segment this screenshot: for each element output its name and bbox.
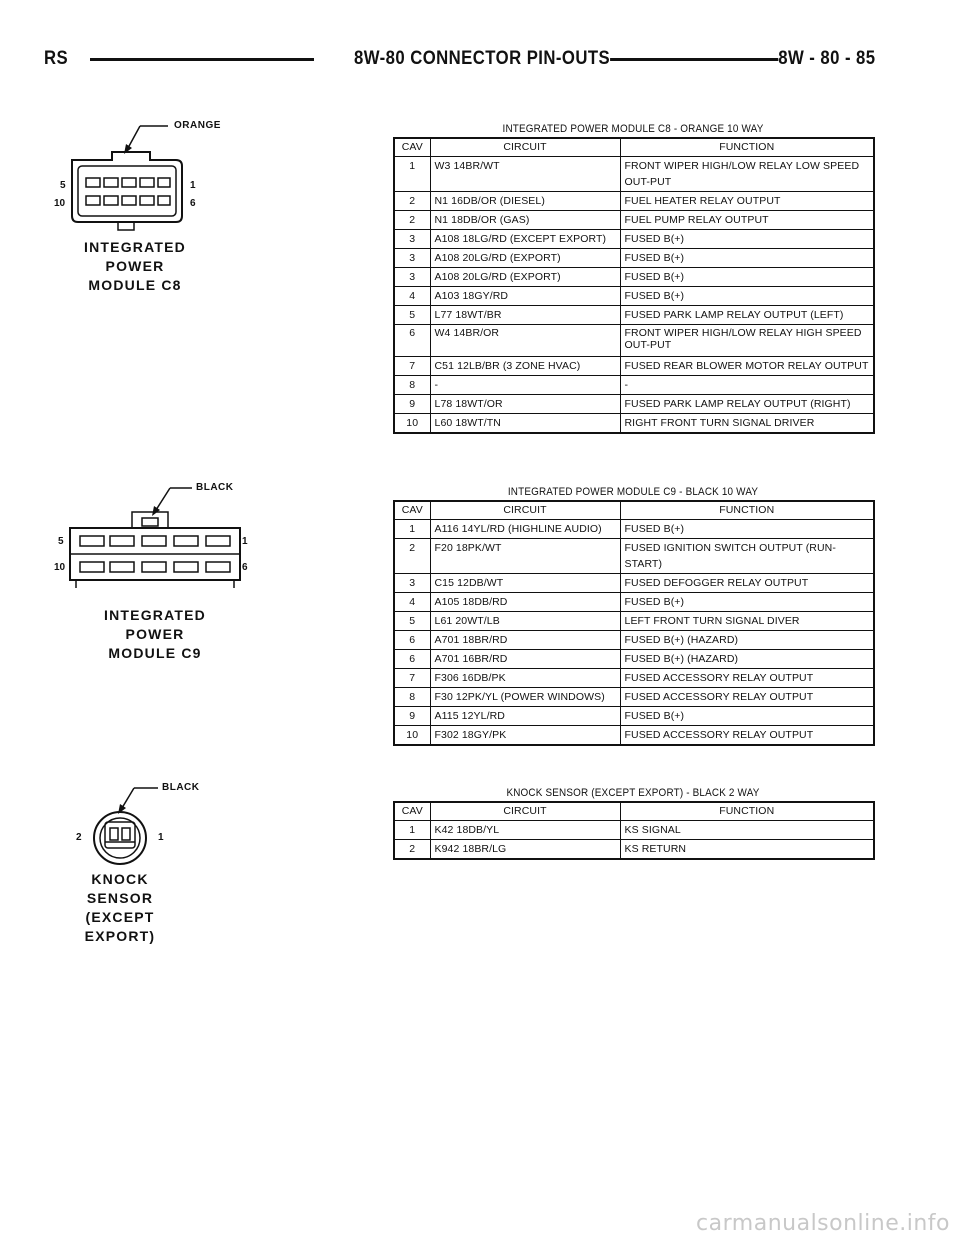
cell-function: FUSED B(+) — [620, 520, 874, 539]
table-title: INTEGRATED POWER MODULE C9 - BLACK 10 WAY — [507, 486, 759, 498]
table-row — [394, 230, 874, 249]
cell-circuit: C15 12DB/WT — [430, 574, 620, 593]
column-header-circuit: CIRCUIT — [430, 138, 620, 157]
cell-circuit: A108 20LG/RD (EXPORT) — [430, 268, 620, 287]
cell-function: FUSED B(+) — [620, 593, 874, 612]
column-header-cav: CAV — [394, 802, 430, 821]
connector-c8-pin-5: 5 — [60, 180, 66, 191]
table-row — [394, 821, 874, 840]
cell-circuit: F306 16DB/PK — [430, 669, 620, 688]
table-row — [394, 192, 874, 211]
cell-cav: 9 — [394, 707, 430, 726]
cell-cav: 3 — [394, 574, 430, 593]
column-header-cav: CAV — [394, 138, 430, 157]
connector-c9-label — [70, 606, 240, 663]
cell-circuit: A108 20LG/RD (EXPORT) — [430, 249, 620, 268]
knock-sensor-color: BLACK — [162, 782, 200, 793]
cell-function: FUSED ACCESSORY RELAY OUTPUT — [620, 726, 874, 746]
cell-cav: 3 — [394, 249, 430, 268]
connector-c9-pin-10: 10 — [54, 562, 66, 573]
column-header-circuit: CIRCUIT — [430, 802, 620, 821]
knock-sensor-drawing — [50, 780, 230, 944]
knock-sensor-pin-1: 1 — [158, 832, 164, 843]
cell-function: - — [620, 376, 874, 395]
connector-c8-label-line: INTEGRATED — [84, 239, 186, 255]
connector-c8-color: ORANGE — [174, 120, 221, 131]
header-page-number: 8W - 80 - 85 — [779, 44, 876, 74]
cell-function: LEFT FRONT TURN SIGNAL DIVER — [620, 612, 874, 631]
cell-circuit: A108 18LG/RD (EXCEPT EXPORT) — [430, 230, 620, 249]
cell-circuit: A115 12YL/RD — [430, 707, 620, 726]
cell-function: FUSED B(+) — [620, 230, 874, 249]
cell-cav: 4 — [394, 593, 430, 612]
knock-sensor-label — [50, 870, 190, 946]
connector-c8-pin-1: 1 — [190, 180, 196, 191]
table-row — [394, 650, 874, 669]
cell-circuit: W4 14BR/OR — [430, 325, 620, 357]
table-row — [394, 306, 874, 325]
connector-c8-pin-6: 6 — [190, 198, 196, 209]
column-header-function: FUNCTION — [620, 501, 874, 520]
connector-c8-pin-10: 10 — [54, 198, 66, 209]
cell-circuit: L77 18WT/BR — [430, 306, 620, 325]
table-row — [394, 395, 874, 414]
cell-cav: 3 — [394, 268, 430, 287]
connector-c8-label — [50, 238, 220, 295]
table-row — [394, 249, 874, 268]
table-row — [394, 376, 874, 395]
cell-circuit: A701 16BR/RD — [430, 650, 620, 669]
table-row — [394, 157, 874, 192]
cell-circuit: L78 18WT/OR — [430, 395, 620, 414]
cell-cav: 8 — [394, 688, 430, 707]
cell-function: KS SIGNAL — [620, 821, 874, 840]
knock-sensor-label-line: (EXCEPT EXPORT) — [84, 909, 156, 944]
connector-c9-pin-6: 6 — [242, 562, 248, 573]
cell-circuit: F20 18PK/WT — [430, 539, 620, 574]
connector-c9-label-line: INTEGRATED — [104, 607, 206, 623]
knock-sensor-label-line: SENSOR — [86, 890, 154, 906]
connector-c8-label-line: POWER — [105, 258, 165, 274]
cell-cav: 5 — [394, 612, 430, 631]
cell-function: FUSED B(+) — [620, 249, 874, 268]
table-row — [394, 287, 874, 306]
table-row — [394, 631, 874, 650]
cell-function: FUEL HEATER RELAY OUTPUT — [620, 192, 874, 211]
table-row — [394, 211, 874, 230]
cell-function: FUSED ACCESSORY RELAY OUTPUT — [620, 688, 874, 707]
connector-c9-label-line: POWER — [125, 626, 185, 642]
pinout-grid — [393, 137, 875, 434]
cell-cav: 3 — [394, 230, 430, 249]
table-row — [394, 414, 874, 434]
cell-function: KS RETURN — [620, 840, 874, 860]
table-row — [394, 707, 874, 726]
table-row — [394, 325, 874, 357]
header-section-code: RS — [44, 44, 68, 74]
pinout-table-c8 — [393, 123, 873, 434]
cell-circuit: A105 18DB/RD — [430, 593, 620, 612]
cell-circuit: N1 18DB/OR (GAS) — [430, 211, 620, 230]
cell-cav: 9 — [394, 395, 430, 414]
table-row — [394, 669, 874, 688]
cell-cav: 2 — [394, 192, 430, 211]
cell-cav: 1 — [394, 157, 430, 192]
connector-c9-color: BLACK — [196, 482, 234, 493]
cell-cav: 7 — [394, 357, 430, 376]
column-header-cav: CAV — [394, 501, 430, 520]
cell-cav: 1 — [394, 520, 430, 539]
connector-c9-label-line: MODULE C9 — [108, 645, 202, 661]
cell-function: FRONT WIPER HIGH/LOW RELAY HIGH SPEED OUT-PUT — [620, 325, 874, 357]
cell-function: FUSED B(+) — [620, 268, 874, 287]
column-header-circuit: CIRCUIT — [430, 501, 620, 520]
cell-function: FUSED REAR BLOWER MOTOR RELAY OUTPUT — [620, 357, 874, 376]
connector-c8-drawing — [50, 118, 230, 298]
knock-sensor-icon — [50, 780, 230, 870]
cell-circuit: L61 20WT/LB — [430, 612, 620, 631]
cell-circuit: A116 14YL/RD (HIGHLINE AUDIO) — [430, 520, 620, 539]
cell-circuit: F302 18GY/PK — [430, 726, 620, 746]
cell-function: FUSED PARK LAMP RELAY OUTPUT (RIGHT) — [620, 395, 874, 414]
cell-cav: 6 — [394, 631, 430, 650]
cell-function: FUSED DEFOGGER RELAY OUTPUT — [620, 574, 874, 593]
knock-sensor-label-line: KNOCK — [91, 871, 149, 887]
cell-cav: 5 — [394, 306, 430, 325]
cell-circuit: F30 12PK/YL (POWER WINDOWS) — [430, 688, 620, 707]
cell-cav: 6 — [394, 325, 430, 357]
cell-function: FUSED B(+) (HAZARD) — [620, 650, 874, 669]
connector-c9-icon — [50, 480, 260, 590]
column-header-function: FUNCTION — [620, 138, 874, 157]
connector-c9-pin-5: 5 — [58, 536, 64, 547]
cell-circuit: K942 18BR/LG — [430, 840, 620, 860]
cell-cav: 1 — [394, 821, 430, 840]
cell-circuit: C51 12LB/BR (3 ZONE HVAC) — [430, 357, 620, 376]
cell-circuit: - — [430, 376, 620, 395]
cell-cav: 2 — [394, 539, 430, 574]
table-row — [394, 357, 874, 376]
cell-function: FUSED B(+) — [620, 707, 874, 726]
connector-c8-label-line: MODULE C8 — [88, 277, 182, 293]
page-header — [44, 44, 876, 74]
header-title: 8W-80 CONNECTOR PIN-OUTS — [354, 44, 610, 74]
knock-sensor-pin-2: 2 — [76, 832, 82, 843]
table-body — [394, 520, 874, 746]
table-title: KNOCK SENSOR (EXCEPT EXPORT) - BLACK 2 WAY — [506, 787, 760, 799]
cell-cav: 10 — [394, 726, 430, 746]
table-title: INTEGRATED POWER MODULE C8 - ORANGE 10 WAY — [502, 123, 764, 135]
table-row — [394, 268, 874, 287]
cell-function: FUSED PARK LAMP RELAY OUTPUT (LEFT) — [620, 306, 874, 325]
table-row — [394, 688, 874, 707]
table-header-row — [394, 138, 874, 157]
cell-function: FUSED IGNITION SWITCH OUTPUT (RUN-START) — [620, 539, 874, 574]
table-body — [394, 821, 874, 860]
cell-cav: 4 — [394, 287, 430, 306]
pinout-table-knock-sensor — [393, 787, 873, 860]
cell-function: FUEL PUMP RELAY OUTPUT — [620, 211, 874, 230]
connector-c9-pin-1: 1 — [242, 536, 248, 547]
connector-c9-drawing — [50, 480, 260, 660]
table-row — [394, 520, 874, 539]
cell-function: FUSED B(+) — [620, 287, 874, 306]
cell-function: FRONT WIPER HIGH/LOW RELAY LOW SPEED OUT-PUT — [620, 157, 874, 192]
table-row — [394, 574, 874, 593]
table-header-row — [394, 501, 874, 520]
table-row — [394, 539, 874, 574]
cell-cav: 6 — [394, 650, 430, 669]
table-row — [394, 612, 874, 631]
table-header-row — [394, 802, 874, 821]
pinout-table-c9 — [393, 486, 873, 746]
pinout-grid — [393, 801, 875, 860]
cell-circuit: L60 18WT/TN — [430, 414, 620, 434]
cell-function: FUSED ACCESSORY RELAY OUTPUT — [620, 669, 874, 688]
cell-cav: 10 — [394, 414, 430, 434]
table-row — [394, 593, 874, 612]
table-body — [394, 157, 874, 434]
cell-circuit: K42 18DB/YL — [430, 821, 620, 840]
column-header-function: FUNCTION — [620, 802, 874, 821]
cell-cav: 2 — [394, 211, 430, 230]
table-row — [394, 840, 874, 860]
connector-c8-icon — [50, 118, 230, 238]
cell-cav: 8 — [394, 376, 430, 395]
table-row — [394, 726, 874, 746]
cell-function: FUSED B(+) (HAZARD) — [620, 631, 874, 650]
cell-circuit: A103 18GY/RD — [430, 287, 620, 306]
cell-circuit: W3 14BR/WT — [430, 157, 620, 192]
header-rule-left — [90, 58, 314, 61]
pinout-grid — [393, 500, 875, 746]
cell-cav: 2 — [394, 840, 430, 860]
cell-function: RIGHT FRONT TURN SIGNAL DRIVER — [620, 414, 874, 434]
watermark: carmanualsonline.info — [696, 1211, 950, 1236]
cell-circuit: A701 18BR/RD — [430, 631, 620, 650]
cell-circuit: N1 16DB/OR (DIESEL) — [430, 192, 620, 211]
cell-cav: 7 — [394, 669, 430, 688]
